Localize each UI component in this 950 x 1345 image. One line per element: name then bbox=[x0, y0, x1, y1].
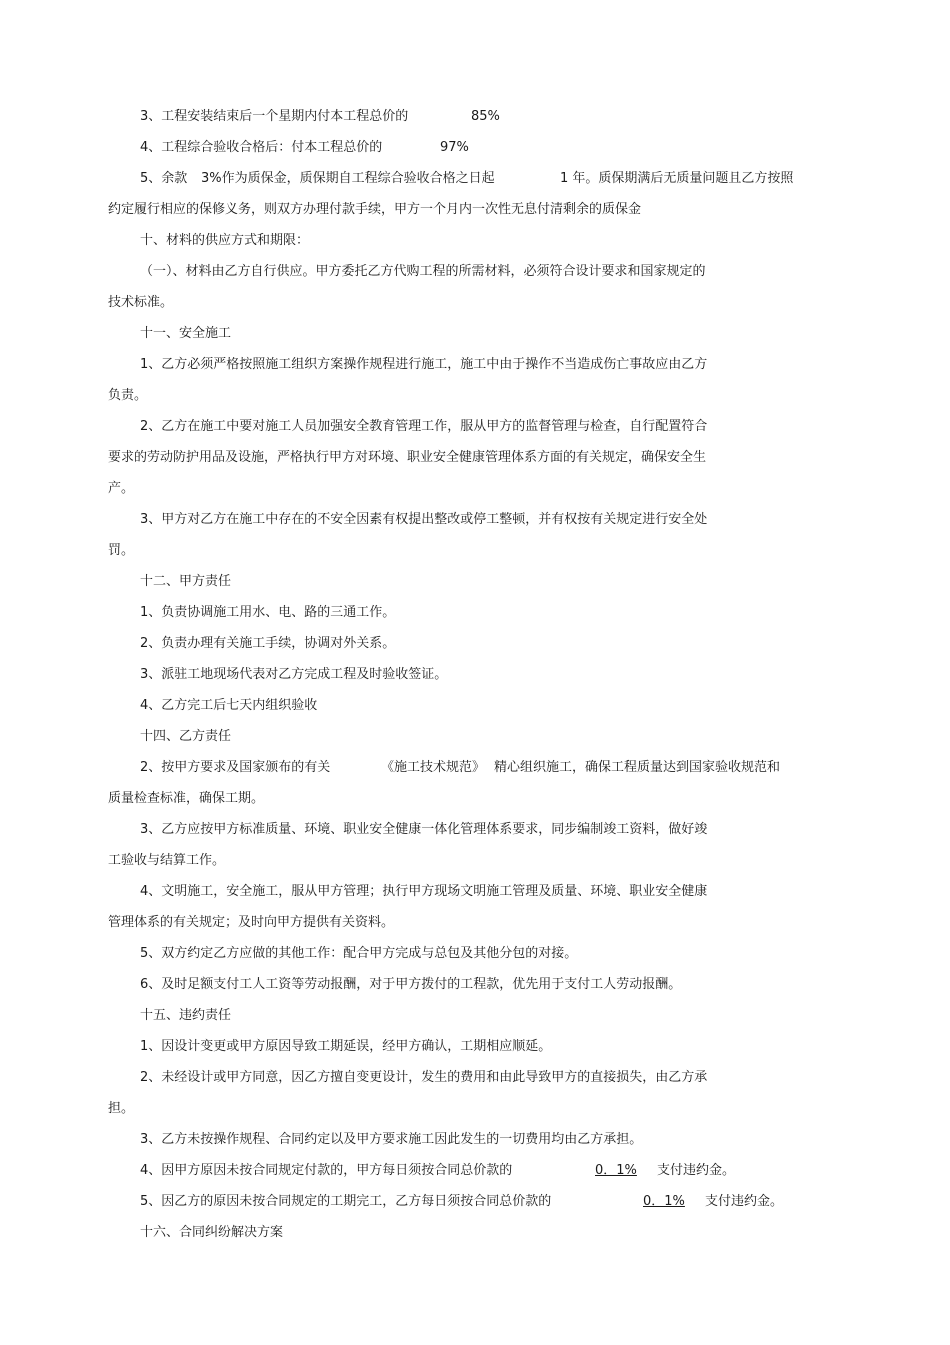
penalty-rate: 0．1% bbox=[643, 1194, 685, 1209]
paragraph-line: 3、乙方未按操作规程、合同约定以及甲方要求施工因此发生的一切费用均由乙方承担。 bbox=[140, 1132, 643, 1147]
paragraph-line: 1、负责协调施工用水、电、路的三通工作。 bbox=[140, 605, 396, 620]
paragraph-line: 约定履行相应的保修义务，则双方办理付款手续，甲方一个月内一次性无息付清剩余的质保金 bbox=[108, 202, 642, 217]
paragraph-line: 2、按甲方要求及国家颁布的有关 《施工技术规范》 精心组织施工，确保工程质量达到国家验收规范和 bbox=[140, 760, 781, 775]
paragraph-line: 负责。 bbox=[108, 388, 148, 403]
paragraph-line: 2、乙方在施工中要对施工人员加强安全教育管理工作，服从甲方的监督管理与检查，自行配置符合 bbox=[140, 419, 708, 434]
paragraph-line: 4、文明施工，安全施工，服从甲方管理；执行甲方现场文明施工管理及质量、环境、职业安全健康 bbox=[140, 884, 708, 899]
section-heading: 十一、安全施工 bbox=[140, 326, 232, 341]
payment-clause-3: 3、工程安装结束后一个星期内付本工程总价的 85% bbox=[140, 109, 500, 124]
paragraph-line: 1、乙方必须严格按照施工组织方案操作规程进行施工，施工中由于操作不当造成伤亡事故应由乙方 bbox=[140, 357, 708, 372]
penalty-clause-4: 4、因甲方原因未按合同规定付款的，甲方每日须按合同总价款的 0．1% 支付违约金。 bbox=[140, 1163, 736, 1178]
paragraph-line: 罚。 bbox=[108, 543, 135, 558]
paragraph-line: 4、乙方完工后七天内组织验收 bbox=[140, 698, 318, 713]
paragraph-line: 2、负责办理有关施工手续，协调对外关系。 bbox=[140, 636, 396, 651]
paragraph-line: 要求的劳动防护用品及设施，严格执行甲方对环境、职业安全健康管理体系方面的有关规定，确保安全生 bbox=[108, 450, 707, 465]
paragraph-line: 5、双方约定乙方应做的其他工作：配合甲方完成与总包及其他分包的对接。 bbox=[140, 946, 578, 961]
section-heading: 十五、违约责任 bbox=[140, 1008, 232, 1023]
paragraph-line: （一）、材料由乙方自行供应。甲方委托乙方代购工程的所需材料，必须符合设计要求和国家规定的 bbox=[140, 264, 706, 279]
paragraph-line: 管理体系的有关规定；及时向甲方提供有关资料。 bbox=[108, 915, 395, 930]
paragraph-line: 3、派驻工地现场代表对乙方完成工程及时验收签证。 bbox=[140, 667, 448, 682]
paragraph-line: 3、甲方对乙方在施工中存在的不安全因素有权提出整改或停工整顿，并有权按有关规定进行安全处 bbox=[140, 512, 708, 527]
paragraph-line: 技术标准。 bbox=[108, 295, 174, 310]
paragraph-line: 担。 bbox=[108, 1101, 135, 1116]
penalty-rate: 0．1% bbox=[595, 1163, 637, 1178]
section-heading: 十、材料的供应方式和期限： bbox=[140, 233, 310, 248]
section-heading: 十四、乙方责任 bbox=[140, 729, 232, 744]
paragraph-line: 工验收与结算工作。 bbox=[108, 853, 226, 868]
payment-clause-4: 4、工程综合验收合格后：付本工程总价的 97% bbox=[140, 140, 469, 155]
paragraph-line: 2、未经设计或甲方同意，因乙方擅自变更设计，发生的费用和由此导致甲方的直接损失，由乙方承 bbox=[140, 1070, 708, 1085]
payment-clause-5: 5、余款 3%作为质保金，质保期自工程综合验收合格之日起 1 年。质保期满后无质量问题且乙方按照 bbox=[140, 171, 794, 186]
penalty-clause-5: 5、因乙方的原因未按合同规定的工期完工，乙方每日须按合同总价款的 0．1% 支付违约金。 bbox=[140, 1194, 784, 1209]
section-heading: 十六、合同纠纷解决方案 bbox=[140, 1225, 284, 1240]
paragraph-line: 3、乙方应按甲方标准质量、环境、职业安全健康一体化管理体系要求，同步编制竣工资料，做好竣 bbox=[140, 822, 708, 837]
paragraph-line: 产。 bbox=[108, 481, 135, 496]
paragraph-line: 1、因设计变更或甲方原因导致工期延误，经甲方确认，工期相应顺延。 bbox=[140, 1039, 552, 1054]
paragraph-line: 质量检查标准，确保工期。 bbox=[108, 791, 265, 806]
section-heading: 十二、甲方责任 bbox=[140, 574, 232, 589]
paragraph-line: 6、及时足额支付工人工资等劳动报酬，对于甲方拨付的工程款，优先用于支付工人劳动报酬。 bbox=[140, 977, 682, 992]
